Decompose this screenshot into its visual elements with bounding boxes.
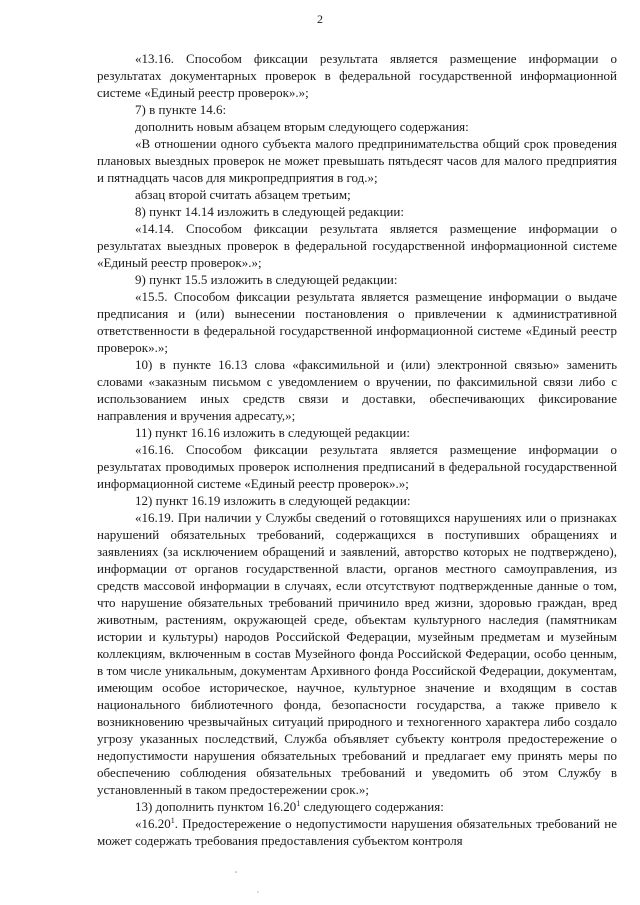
paragraph-16-20-1 — [97, 815, 617, 849]
page-number: 2 — [317, 12, 323, 26]
paragraph-abzac-third: абзац второй считать абзацем третьим; — [135, 187, 351, 202]
paragraph-15-5: «15.5. Способом фиксации результата является размещение информации о выдаче предписания и (или) вынесении постановления о привлечении к административной ответственности в федеральной государственной информационной системе «Единый реестр проверок».»; — [97, 289, 617, 355]
item1620-text-before: «16.20 — [135, 816, 171, 831]
paragraph-item-9: 9) пункт 15.5 изложить в следующей редакции: — [135, 272, 398, 287]
paragraph-small-business-limit: «В отношении одного субъекта малого предпринимательства общий срок проведения плановых выездных проверок не может превышать пятьдесят часов для малого предприятия и пятнадцать часов для микропредприятия в год.»; — [97, 136, 617, 185]
paragraph-item-10: 10) в пункте 16.13 слова «факсимильной и (или) электронной связью» заменить словами «заказным письмом с уведомлением о вручении, по факсимильной связи либо с использованием иных средств связи и доставки, обеспечивающих фиксирование направления и вручения адресату,»; — [97, 357, 617, 423]
paragraph-item-12: 12) пункт 16.19 изложить в следующей редакции: — [135, 493, 411, 508]
paragraph-item-13 — [97, 798, 617, 815]
document-body — [97, 50, 617, 849]
scan-speck — [235, 871, 237, 873]
item13-text-before: 13) дополнить пунктом 16.20 — [135, 799, 297, 814]
item1620-superscript: 1 — [170, 816, 175, 825]
paragraph-item-8: 8) пункт 14.14 изложить в следующей редакции: — [135, 204, 404, 219]
item13-text-after: следующего содержания: — [300, 799, 444, 814]
paragraph-item-11: 11) пункт 16.16 изложить в следующей редакции: — [135, 425, 410, 440]
paragraph-14-14: «14.14. Способом фиксации результата является размещение информации о результатах выездных проверок в федеральной государственной информационной системе «Единый реестр проверок».»; — [97, 221, 617, 270]
paragraph-16-16: «16.16. Способом фиксации результата является размещение информации о результатах проводимых проверок исполнения предписаний в федеральной государственной информационной системе «Единый реестр проверок».»; — [97, 442, 617, 491]
item1620-text-after: . Предостережение о недопустимости нарушения обязательных требований не может содержать требования предоставления субъектом контроля — [97, 816, 617, 848]
paragraph-13-16: «13.16. Способом фиксации результата является размещение информации о результатах документарных проверок в федеральной государственной информационной системе «Единый реестр проверок».»; — [97, 51, 617, 100]
paragraph-item-7: 7) в пункте 14.6: — [135, 102, 227, 117]
paragraph-add-abzac: дополнить новым абзацем вторым следующего содержания: — [135, 119, 469, 134]
scan-speck — [257, 891, 258, 892]
item13-superscript: 1 — [296, 799, 301, 808]
paragraph-16-19: «16.19. При наличии у Службы сведений о готовящихся нарушениях или о признаках нарушений обязательных требований, содержащихся в поступивших обращениях и заявлениях (за исключением обращений и заявлений, авторство которых не подтверждено), информации от органов государственной власти, органов местного самоуправления, из средств массовой информации в случаях, если отсутствуют подтвержденные данные о том, что нарушение обязательных требований причинило вред жизни, здоровью граждан, вред животным, растениям, окружающей среде, объектам культурного наследия (памятникам истории и культуры) народов Российской Федерации, музейным предметам и музейным коллекциям, включенным в состав Музейного фонда Российской Федерации, особо ценным, в том числе уникальным, документам Архивного фонда Российской Федерации, документам, имеющим особое историческое, научное, культурное значение и входящим в состав национального библиотечного фонда, безопасности государства, а также привело к возникновению чрезвычайных ситуаций природного и техногенного характера либо создало угрозу указанных последствий, Служба объявляет субъекту контроля предостережение о недопустимости нарушения обязательных требований и предлагает ему принять меры по обеспечению соблюдения обязательных требований и уведомить об этом Службу в установленный в таком предостережении срок.»; — [97, 510, 617, 797]
